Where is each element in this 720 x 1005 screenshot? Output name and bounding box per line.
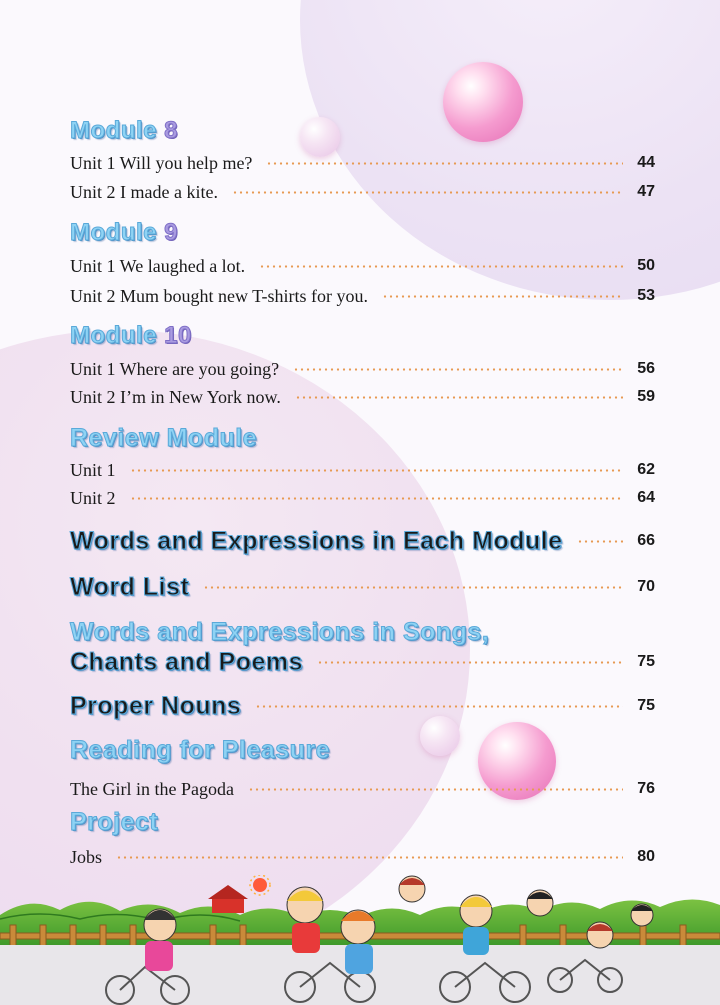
toc-entry-module10-unit1[interactable] [70,357,655,381]
leader-dots [293,368,623,371]
leader-dots [130,469,623,472]
module-10-heading: Module 10 [70,322,192,349]
page-number: 47 [637,183,655,200]
reading-heading: Reading for Pleasure [70,736,331,764]
page-number: 70 [637,578,655,595]
leader-dots [116,856,623,859]
page-number: 75 [637,697,655,714]
bubble-mid [420,716,460,756]
page-number: 59 [637,388,655,405]
toc-entry-songs[interactable] [70,647,655,677]
module-8-heading: Module 8 [70,117,179,144]
entry-heading: Word List [70,572,190,601]
page-number: 75 [637,653,655,670]
project-heading: Project [70,808,159,836]
children-bicycles-illustration [0,875,720,1005]
leader-dots [382,295,623,298]
entry-heading: Chants and Poems [70,647,304,676]
entry-label: Unit 2 Mum bought new T-shirts for you. [70,285,369,306]
leader-dots [295,396,623,399]
entry-heading: Words and Expressions in Each Module [70,526,563,555]
entry-label: Unit 1 Will you help me? [70,152,253,173]
page-number: 62 [637,461,655,478]
review-module-heading: Review Module [70,424,258,452]
red-house [208,885,248,913]
page-number: 50 [637,257,655,274]
toc-entry-module8-unit1[interactable] [70,151,655,175]
page-number: 80 [637,848,655,865]
page-number: 44 [637,154,655,171]
toc-entry-reading-item[interactable] [70,777,655,801]
page-number: 53 [637,287,655,304]
toc-entry-review-unit1[interactable] [70,458,655,482]
toc-entry-proper-nouns[interactable] [70,691,655,721]
entry-label: Unit 1 [70,459,116,480]
page-number: 76 [637,780,655,797]
songs-heading-line1: Words and Expressions in Songs, [70,618,490,646]
page-number: 64 [637,489,655,506]
toc-entry-module8-unit2[interactable] [70,180,655,204]
leader-dots [248,788,623,791]
leader-dots [255,705,623,708]
entry-label: Unit 2 I’m in New York now. [70,386,281,407]
toc-entry-project-item[interactable] [70,845,655,869]
leader-dots [577,540,623,543]
entry-label: Unit 1 Where are you going? [70,358,280,379]
leader-dots [259,265,623,268]
leader-dots [266,162,623,165]
entry-label: Unit 2 I made a kite. [70,181,218,202]
toc-entry-word-list[interactable] [70,572,655,602]
toc-entry-review-unit2[interactable] [70,486,655,510]
bubble-large-top [443,62,523,142]
entry-heading: Proper Nouns [70,691,242,720]
leader-dots [203,586,623,589]
leader-dots [317,661,623,664]
toc-entry-module10-unit2[interactable] [70,385,655,409]
entry-label: Jobs [70,846,103,867]
page-number: 66 [637,532,655,549]
toc-entry-module9-unit1[interactable] [70,254,655,278]
leader-dots [232,191,623,194]
module-9-heading: Module 9 [70,219,179,246]
sun-icon [250,875,270,895]
entry-label: The Girl in the Pagoda [70,778,234,799]
page-number: 56 [637,360,655,377]
toc-entry-module9-unit2[interactable] [70,284,655,308]
entry-label: Unit 1 We laughed a lot. [70,255,246,276]
leader-dots [130,497,623,500]
entry-label: Unit 2 [70,487,116,508]
toc-entry-words-expressions[interactable] [70,526,655,556]
